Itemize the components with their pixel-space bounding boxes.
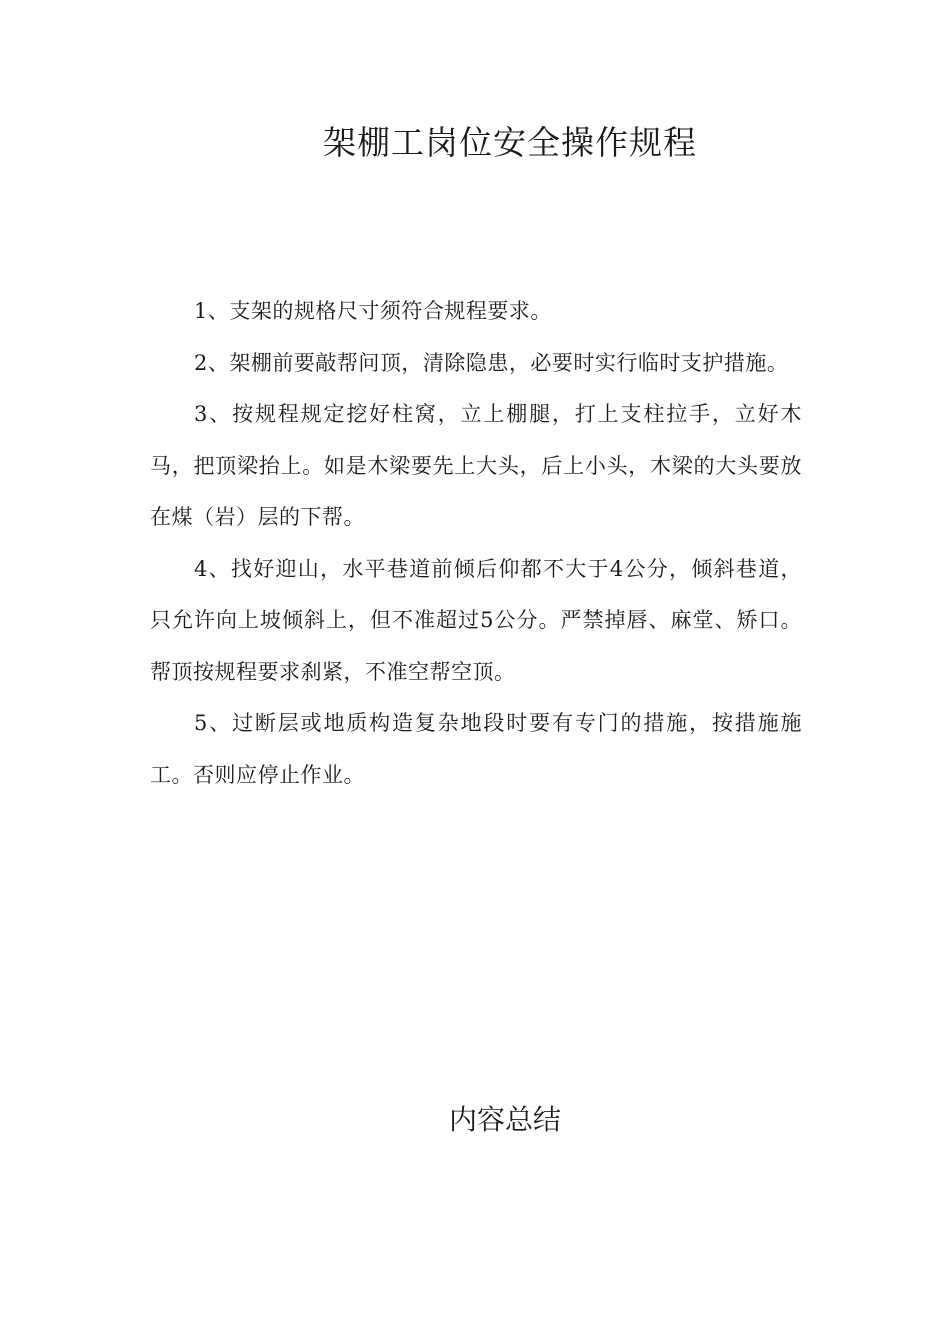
- procedure-item-4: 4、找好迎山，水平巷道前倾后仰都不大于4公分，倾斜巷道，只允许向上坡倾斜上，但不准超过5公分。严禁掉唇、麻堂、矫口。帮顶按规程要求刹紧，不准空帮空顶。: [150, 556, 802, 684]
- procedure-item-2: 2、架棚前要敲帮问顶，清除隐患，必要时实行临时支护措施。: [194, 350, 789, 375]
- summary-heading: 内容总结: [448, 1103, 561, 1136]
- procedure-list: [150, 286, 802, 801]
- procedure-item-1: 1、支架的规格尺寸须符合规程要求。: [194, 299, 552, 323]
- procedure-item-5: 5、过断层或地质构造复杂地段时要有专门的措施，按措施施工。否则应停止作业。: [150, 711, 802, 787]
- page-title: 架棚工岗位安全操作规程: [323, 123, 697, 162]
- procedure-item-3: 3、按规程规定挖好柱窝，立上棚腿，打上支柱拉手，立好木马，把顶梁抬上。如是木梁要先上大头，后上小头，木梁的大头要放在煤（岩）层的下帮。: [150, 402, 802, 529]
